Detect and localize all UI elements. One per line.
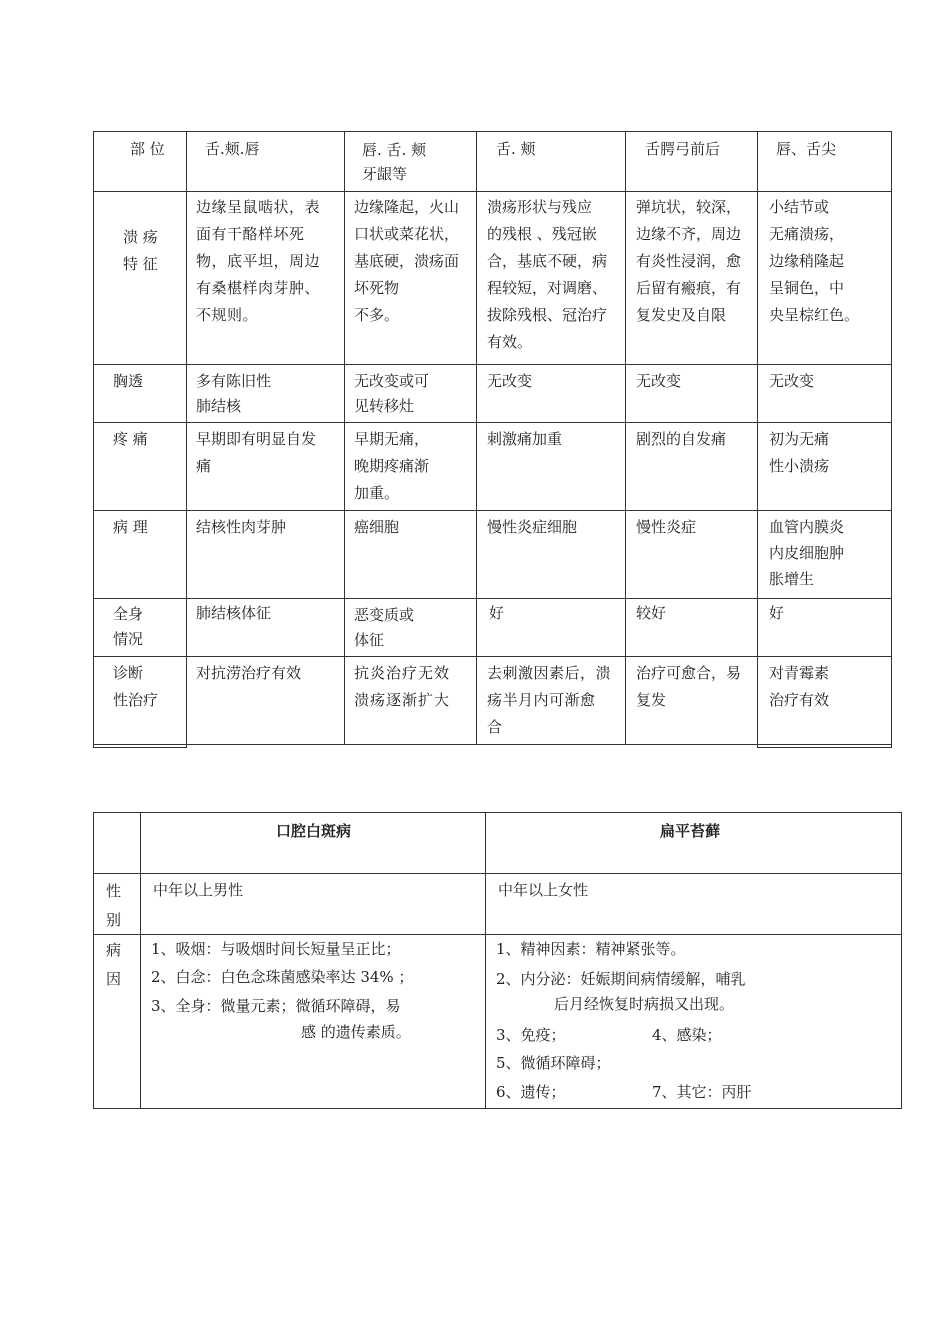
- etiology-right-line: 5、微循环障碍；: [496, 1054, 611, 1072]
- row-label-diagnostic-treatment: 诊断 性治疗: [113, 664, 159, 709]
- row-label-etiology: 病 因: [106, 941, 122, 988]
- table-cell: 多有陈旧性 肺结核: [196, 372, 272, 415]
- etiology-right-line: 1、精神因素：精神紧张等。: [496, 940, 686, 958]
- table1-header-col4: 舌腭弓前后: [645, 140, 721, 158]
- table-cell: 中年以上男性: [153, 881, 244, 899]
- etiology-left-line: 1、吸烟：与吸烟时间长短量呈正比；: [151, 940, 401, 958]
- table1-header-part: 部 位: [130, 140, 165, 158]
- table1-header-col5: 唇、舌尖: [776, 140, 837, 158]
- etiology-left-line: 3、全身：微量元素；微循环障碍，易: [151, 997, 401, 1015]
- table-cell: 抗炎治疗无效 溃疡逐渐扩大: [354, 664, 451, 709]
- etiology-right-line: 4、感染；: [652, 1026, 722, 1044]
- table-cell: 边缘隆起，火山 口状或菜花状， 基底硬，溃疡面 坏死物 不多。: [354, 198, 460, 324]
- row-label-chest-xray: 胸透: [113, 372, 144, 390]
- table-cell: 剧烈的自发痛: [636, 430, 727, 448]
- table-cell: 溃疡形状与残应 的残根 、残冠嵌 合，基底不硬，病 程较短，对调磨、 拔除残根、冠治疗 有效。: [487, 198, 608, 351]
- table1-header-col3: 舌. 颊: [496, 140, 536, 158]
- row-label-ulcer-features: 溃 疡 特 征: [123, 228, 158, 273]
- etiology-right-line: 2、内分泌：妊娠期间病情缓解，哺乳: [496, 970, 746, 988]
- table-cell: 结核性肉芽肿: [196, 518, 287, 536]
- row-label-general-condition: 全身 情况: [113, 605, 144, 648]
- row-label-pathology: 病 理: [113, 518, 148, 536]
- etiology-left-line: 2、白念：白色念珠菌感染率达 34% ；: [151, 968, 414, 986]
- table1-header-col2: 唇. 舌. 颊 牙龈等: [362, 141, 427, 183]
- table-cell: 去刺激因素后，溃 疡半月内可渐愈 合: [487, 664, 612, 736]
- table-cell: 癌细胞: [354, 518, 400, 536]
- table2-header-leukoplakia: 口腔白斑病: [276, 822, 352, 840]
- table-cell: 慢性炎症细胞: [487, 518, 578, 536]
- table-cell: 小结节或 无痛溃疡， 边缘稍隆起 呈铜色，中 央呈棕红色。: [769, 198, 860, 324]
- table-cell: 肺结核体征: [196, 604, 272, 622]
- table-cell: 慢性炎症: [636, 518, 697, 536]
- table-cell: 无改变: [487, 372, 533, 390]
- etiology-left-line: 感 的遗传素质。: [301, 1023, 411, 1041]
- row-label-sex: 性 别: [106, 882, 122, 929]
- table-cell: 恶变质或 体征: [354, 606, 415, 649]
- table-cell: 好: [489, 604, 505, 622]
- table1-header-col1: 舌.颊.唇: [205, 140, 260, 158]
- table2-header-lichen-planus: 扁平苔藓: [660, 822, 721, 840]
- etiology-right-line: 7、其它：丙肝: [652, 1083, 752, 1101]
- table-cell: 早期无痛， 晚期疼痛渐 加重。: [354, 430, 430, 502]
- table-cell: 血管内膜炎 内皮细胞肿 胀增生: [769, 518, 845, 588]
- table-cell: 对青霉素 治疗有效: [769, 664, 830, 709]
- etiology-right-line: 3、免疫；: [496, 1026, 566, 1044]
- table-cell: 初为无痛 性小溃疡: [769, 430, 830, 475]
- table-cell: 无改变: [769, 372, 815, 390]
- table-cell: 刺激痛加重: [487, 430, 563, 448]
- table-cell: 好: [769, 604, 785, 622]
- table-cell: 治疗可愈合，易 复发: [636, 664, 742, 709]
- table-cell: 中年以上女性: [498, 881, 589, 899]
- table-cell: 较好: [636, 604, 667, 622]
- etiology-right-line: 后月经恢复时病损又出现。: [554, 995, 735, 1013]
- row-label-pain: 疼 痛: [113, 430, 148, 448]
- table-cell: 无改变: [636, 372, 682, 390]
- table-cell: 对抗涝治疗有效: [196, 664, 302, 682]
- table-cell: 无改变或可 见转移灶: [354, 372, 430, 415]
- table-cell: 边缘呈鼠啮状，表 面有干酪样坏死 物，底平坦，周边 有桑椹样肉芽肿、 不规则。: [196, 198, 321, 324]
- etiology-right-line: 6、遗传；: [496, 1083, 566, 1101]
- table-cell: 弹坑状，较深， 边缘不齐，周边 有炎性浸润，愈 后留有瘢痕，有 复发史及自限: [636, 198, 742, 324]
- table-cell: 早期即有明显自发 痛: [196, 430, 317, 475]
